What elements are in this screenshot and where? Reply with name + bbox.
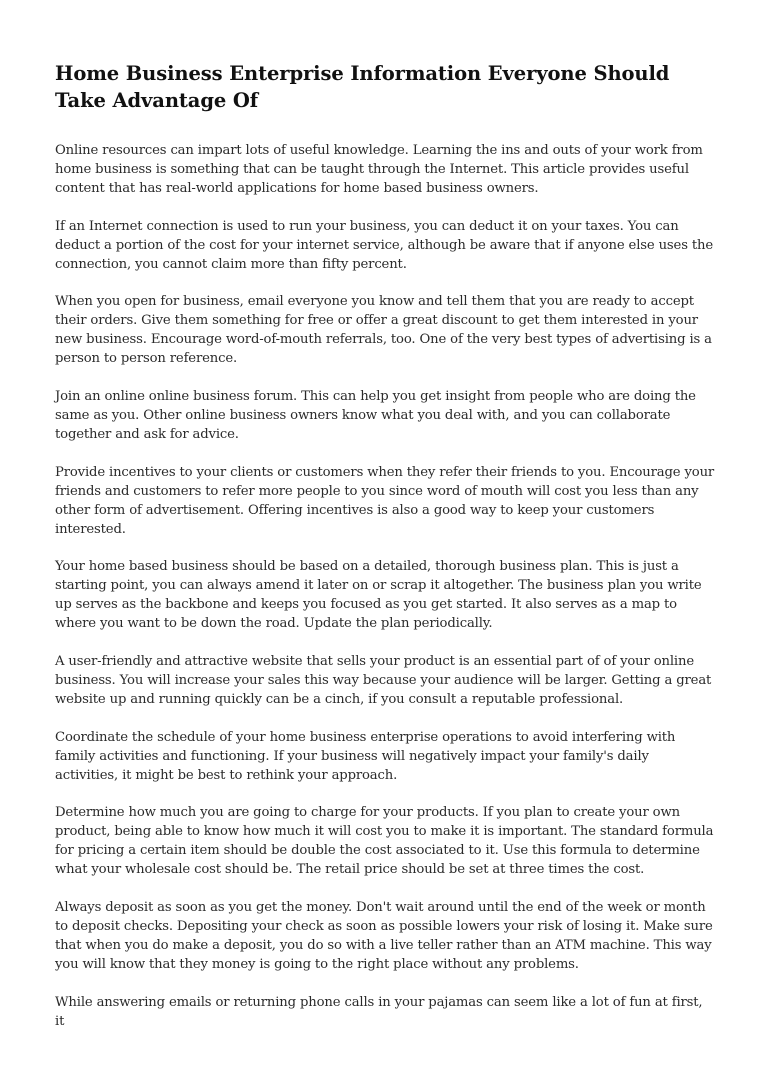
- paragraph: Determine how much you are going to charge for your products. If you plan to create your own product, being able to know how much it will cost you to make it is important. The standard formula for pricing a certain item should be double the cost associated to it. Use this formula to determine what your wholesale cost should be. The retail price should be set at three times the cost.: [55, 805, 714, 878]
- paragraph: Always deposit as soon as you get the money. Don't wait around until the end of the week or month to deposit checks. Depositing your check as soon as possible lowers your risk of losing it. Make sure that when you do make a deposit, you do so with a live teller rather than an ATM machine. This way you will know that they money is going to the right place without any problems.: [55, 900, 713, 972]
- paragraph: A user-friendly and attractive website that sells your product is an essential part of of your online business. You will increase your sales this way because your audience will be larger. Getting a great website up and running quickly can be a cinch, if you consult a reputable professional.: [55, 654, 712, 707]
- paragraph: Join an online online business forum. This can help you get insight from people who are doing the same as you. Other online business owners know what you deal with, and you can collaborate together and ask for advice.: [55, 389, 696, 442]
- paragraph: Coordinate the schedule of your home business enterprise operations to avoid interfering with family activities and functioning. If your business will negatively impact your family's daily activities, it might be best to rethink your approach.: [55, 729, 676, 783]
- paragraph-truncated: While answering emails or returning phone calls in your pajamas can seem like a lot of fun at first, it: [55, 994, 703, 1029]
- document-body: [55, 60, 715, 1051]
- paragraph: If an Internet connection is used to run your business, you can deduct it on your taxes. You can deduct a portion of the cost for your internet service, although be aware that if anyone else uses the connection, you cannot claim more than fifty percent.: [55, 218, 714, 272]
- paragraph: When you open for business, email everyone you know and tell them that you are ready to accept their orders. Give them something for free or offer a great discount to get them interested in your new business. Encourage word-of-mouth referrals, too. One of the very best types of advertising is a person to person reference.: [55, 294, 712, 367]
- paragraph: Your home based business should be based on a detailed, thorough business plan. This is just a starting point, you can always amend it later on or scrap it altogether. The business plan you write up serves as the backbone and keeps you focused as you get started. It also serves as a map to where you want to be down the road. Update the plan periodically.: [55, 559, 702, 632]
- paragraph: Online resources can impart lots of useful knowledge. Learning the ins and outs of your work from home business is something that can be taught through the Internet. This article provides useful content that has real-world applications for home based business owners.: [55, 143, 703, 196]
- document-title: Home Business Enterprise Information Everyone Should Take Advantage Of: [55, 62, 670, 112]
- paragraph: Provide incentives to your clients or customers when they refer their friends to you. Encourage your friends and customers to refer more people to you since word of mouth will cost you less than any other form of advertisement. Offering incentives is also a good way to keep your customers interested.: [55, 464, 715, 537]
